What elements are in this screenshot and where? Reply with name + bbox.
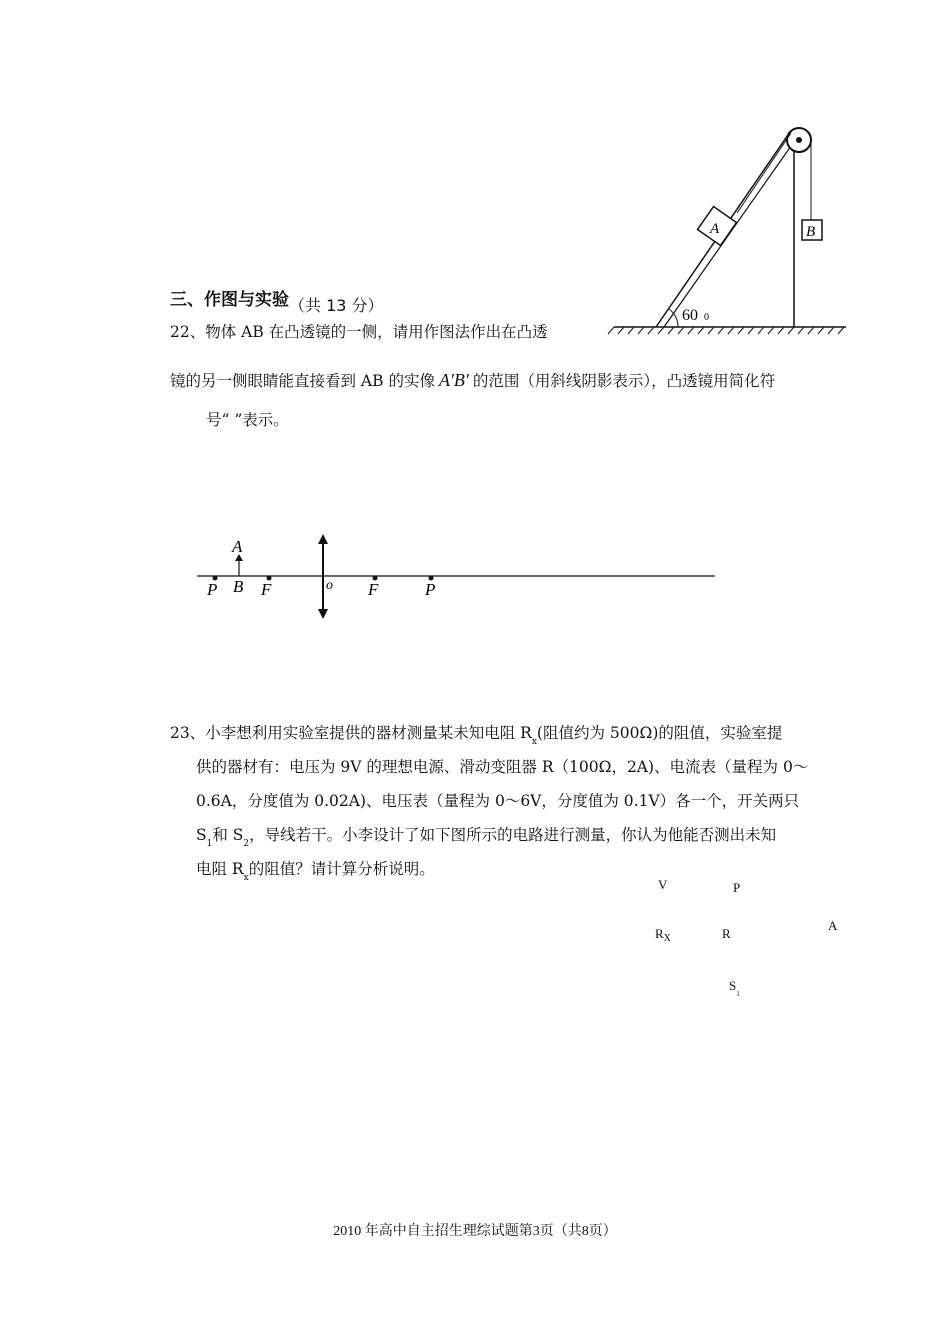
section-heading [170, 285, 384, 315]
angle-value: 60 [682, 307, 698, 324]
left-f-label: F [261, 580, 272, 599]
lens-figure [195, 530, 725, 625]
q23-line2: 供的器材有：电压为 9V 的理想电源、滑动变阻器 R（100Ω，2A)、电流表（量程为 0～ [196, 758, 809, 776]
rx-label [655, 926, 671, 942]
q23-line3: 0.6A，分度值为 0.02A)、电压表（量程为 0～6V，分度值为 0.1V）各一个，开关两只 [196, 792, 800, 810]
voltmeter-label: V [658, 877, 668, 892]
left-p-label: P [207, 580, 218, 599]
switch-label [729, 978, 740, 998]
ground-hatch [608, 327, 844, 334]
q23-line5-b: 的阻值？请计算分析说明。 [248, 860, 435, 878]
q22-image-label: A′B′ [438, 370, 469, 390]
q23-line5-sub: x [243, 873, 249, 883]
rx-label-sub: X [663, 933, 671, 944]
rx-label-main: R [655, 926, 664, 941]
q22-line2-pre: 镜的另一侧眼睛能直接看到 AB 的实像 [170, 372, 435, 390]
right-f-label: F [368, 580, 379, 599]
q23-line1-b: (阻值约为 500Ω)的阻值，实验室提 [536, 724, 783, 742]
q22-line2 [170, 370, 775, 391]
block-a-label: A [710, 221, 720, 237]
rope-incline [737, 133, 791, 213]
pulley-axle [796, 137, 802, 143]
ammeter-label: A [828, 918, 838, 933]
switch-label-main: S [729, 978, 737, 993]
q22-line1: 22、物体 AB 在凸透镜的一侧，请用作图法作出在凸透 [170, 323, 548, 341]
lens-top-arrow [318, 534, 328, 544]
switch-label-sub: 1 [736, 990, 740, 998]
q23-line4-s: S [196, 826, 207, 844]
q23-line5 [196, 859, 435, 882]
section-score: （共 13 分） [289, 296, 384, 315]
q22-line2-post: 的范围（用斜线阴影表示），凸透镜用简化符 [472, 372, 776, 390]
rheostat-label: R [722, 926, 731, 941]
q23-line4-s2: 2 [243, 839, 250, 849]
page-footer: 2010 年高中自主招生理综试题第3页（共8页） [333, 1224, 617, 1239]
q23-line4-and: 和 S [212, 826, 244, 844]
block-b-label: B [806, 224, 816, 240]
object-top-label: A [232, 537, 243, 556]
q22-line3: 号“ ”表示。 [206, 411, 289, 429]
q23-line5-a: 电阻 R [196, 860, 244, 878]
q23-line4-rest: ，导线若干。小李设计了如下图所示的电路进行测量，你认为他能否测出未知 [249, 826, 777, 844]
angle-unit: 0 [704, 312, 709, 323]
q23-line1-a: 23、小李想利用实验室提供的器材测量某未知电阻 R [170, 724, 532, 742]
incline-pulley-figure [600, 118, 860, 338]
q23-line4 [196, 825, 776, 848]
lens-bottom-arrow [318, 609, 328, 619]
q23-line1 [170, 723, 782, 746]
right-p-label: P [425, 580, 436, 599]
q23-line4-s1: 1 [206, 839, 213, 849]
q23-line1-sub: x [531, 737, 537, 747]
slider-p-label: P [733, 880, 741, 895]
object-bottom-label: B [233, 577, 244, 596]
section-title: 三、作图与实验 [170, 290, 289, 310]
center-label: o [326, 578, 333, 593]
